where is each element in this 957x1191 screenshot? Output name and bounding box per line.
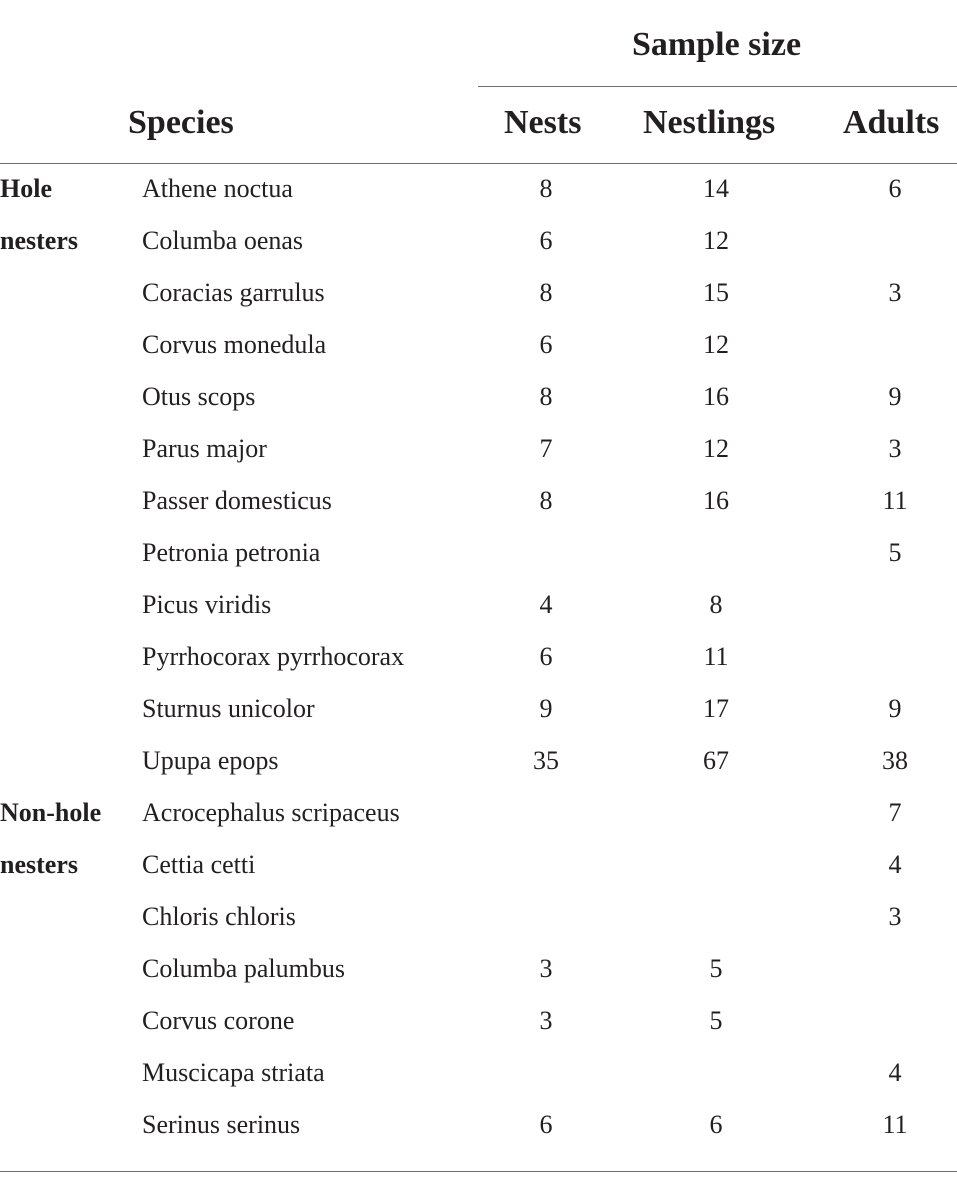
table-row (0, 1047, 957, 1099)
nestlings-value: 12 (703, 330, 729, 359)
table-row (0, 423, 957, 475)
nestlings-value: 67 (703, 746, 729, 775)
nestlings-value: 5 (709, 1006, 723, 1035)
table-row (0, 319, 957, 371)
table-row (0, 579, 957, 631)
nests-value: 6 (539, 330, 553, 359)
nests-value: 6 (539, 642, 553, 671)
species-name: Chloris chloris (142, 902, 296, 931)
nestlings-value: 12 (703, 434, 729, 463)
species-name: Muscicapa striata (142, 1058, 325, 1087)
nestlings-value: 16 (703, 486, 729, 515)
species-name: Serinus serinus (142, 1110, 301, 1139)
nests-value: 3 (539, 954, 553, 983)
group-label: nesters (0, 850, 78, 879)
species-name: Sturnus unicolor (142, 694, 315, 723)
table-row (0, 527, 957, 579)
group-label: Hole (0, 174, 52, 203)
table-row (0, 163, 957, 215)
nests-value: 8 (539, 382, 553, 411)
adults-header: Adults (843, 104, 940, 141)
nests-value: 8 (539, 278, 553, 307)
sample-size-header: Sample size (632, 26, 802, 63)
table-row (0, 683, 957, 735)
bottom-rule (0, 1171, 957, 1172)
table-row (0, 995, 957, 1047)
group-label: Non-hole (0, 798, 102, 827)
table-row (0, 631, 957, 683)
species-name: Pyrrhocorax pyrrhocorax (142, 642, 405, 671)
nestlings-value: 16 (703, 382, 729, 411)
nests-value: 7 (539, 434, 553, 463)
nestlings-value: 5 (709, 954, 723, 983)
adults-value: 38 (882, 746, 908, 775)
nests-header: Nests (504, 104, 582, 141)
species-name: Passer domesticus (142, 486, 332, 515)
nestlings-header: Nestlings (643, 104, 776, 141)
nestlings-value: 14 (703, 174, 729, 203)
species-name: Upupa epops (142, 746, 279, 775)
nests-value: 8 (539, 486, 553, 515)
table-row (0, 475, 957, 527)
nests-value: 35 (533, 746, 559, 775)
species-name: Athene noctua (142, 174, 293, 203)
adults-value: 6 (888, 174, 902, 203)
adults-value: 5 (888, 538, 902, 567)
species-name: Columba palumbus (142, 954, 345, 983)
table-row (0, 839, 957, 891)
adults-value: 9 (888, 694, 902, 723)
table-row (0, 1099, 957, 1151)
adults-value: 3 (888, 434, 902, 463)
species-name: Otus scops (142, 382, 256, 411)
adults-value: 4 (888, 850, 902, 879)
species-name: Corvus corone (142, 1006, 295, 1035)
adults-value: 9 (888, 382, 902, 411)
species-header: Species (128, 104, 234, 141)
species-name: Picus viridis (142, 590, 272, 619)
adults-value: 11 (882, 1110, 908, 1139)
nestlings-value: 17 (703, 694, 729, 723)
species-name: Cettia cetti (142, 850, 256, 879)
nests-value: 4 (539, 590, 553, 619)
table-row (0, 267, 957, 319)
adults-value: 3 (888, 278, 902, 307)
adults-value: 3 (888, 902, 902, 931)
nestlings-value: 15 (703, 278, 729, 307)
nests-value: 9 (539, 694, 553, 723)
species-name: Columba oenas (142, 226, 304, 255)
table-row (0, 371, 957, 423)
adults-value: 4 (888, 1058, 902, 1087)
species-name: Corvus monedula (142, 330, 327, 359)
species-name: Acrocephalus scripaceus (142, 798, 400, 827)
table-row (0, 943, 957, 995)
nests-value: 6 (539, 1110, 553, 1139)
group-label: nesters (0, 226, 78, 255)
nestlings-value: 11 (703, 642, 729, 671)
nestlings-value: 8 (709, 590, 723, 619)
nestlings-value: 6 (709, 1110, 723, 1139)
species-name: Parus major (142, 434, 267, 463)
table-row (0, 735, 957, 787)
species-name: Petronia petronia (142, 538, 321, 567)
species-name: Coracias garrulus (142, 278, 325, 307)
adults-value: 11 (882, 486, 908, 515)
adults-value: 7 (888, 798, 902, 827)
table-row (0, 215, 957, 267)
nests-value: 8 (539, 174, 553, 203)
nests-value: 3 (539, 1006, 553, 1035)
nestlings-value: 12 (703, 226, 729, 255)
table-row (0, 787, 957, 839)
nests-value: 6 (539, 226, 553, 255)
table-row (0, 891, 957, 943)
sample-size-rule (478, 86, 957, 87)
